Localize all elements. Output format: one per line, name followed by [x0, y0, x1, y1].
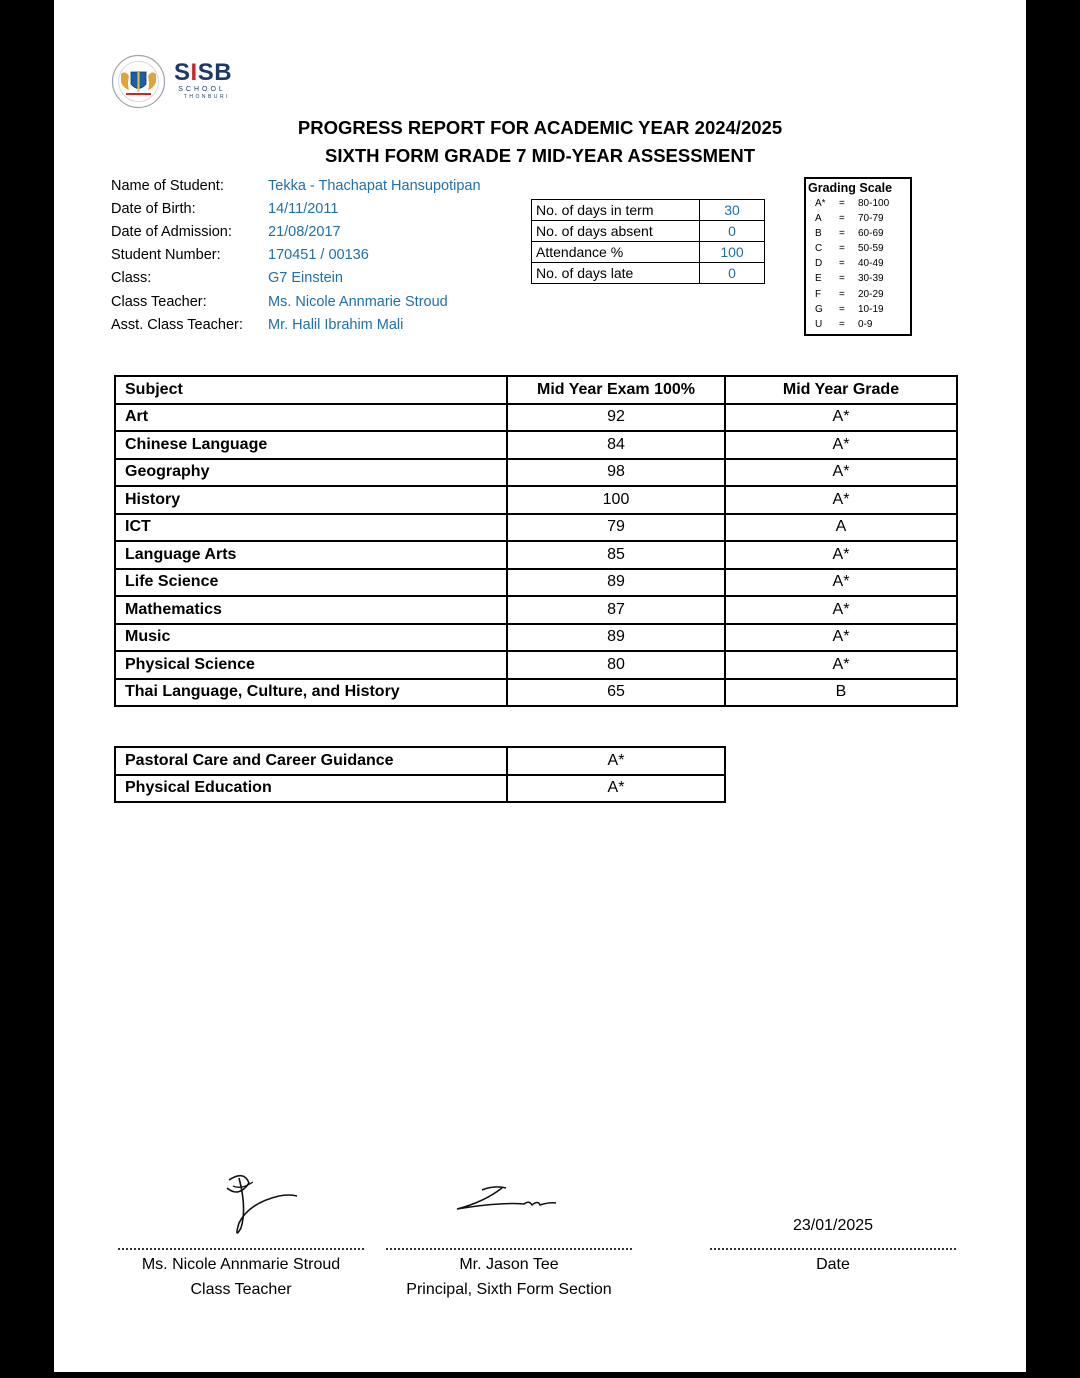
- exam-score: 89: [507, 624, 725, 652]
- grading-scale-title: Grading Scale: [808, 181, 893, 195]
- exam-grade: B: [725, 679, 957, 707]
- student-info-label: Date of Admission:: [111, 224, 232, 240]
- subject-name: Art: [115, 404, 507, 432]
- school-logo-text: [174, 60, 232, 100]
- grading-scale-box: [804, 177, 912, 336]
- student-info-label: Date of Birth:: [111, 201, 196, 217]
- other-grades-table: [114, 746, 726, 803]
- student-info-value: 14/11/2011: [268, 201, 339, 217]
- table-row: [115, 431, 957, 459]
- grading-scale-row: A = 70-79: [815, 213, 884, 224]
- exam-score: 87: [507, 596, 725, 624]
- attendance-value: 30: [700, 200, 765, 221]
- subject-name: Geography: [115, 459, 507, 487]
- teacher-name: Ms. Nicole Annmarie Stroud: [141, 1256, 341, 1273]
- attendance-label: No. of days late: [532, 263, 700, 284]
- exam-score: 89: [507, 569, 725, 597]
- grading-scale-row: D = 40-49: [815, 258, 884, 269]
- exam-grade: A: [725, 514, 957, 542]
- grading-scale-row: A* = 80-100: [815, 198, 890, 209]
- attendance-value: 100: [700, 242, 765, 263]
- school-logo-campus: THONBURI: [183, 94, 230, 100]
- exam-grade: A*: [725, 651, 957, 679]
- subject-name: History: [115, 486, 507, 514]
- student-info-label: Class Teacher:: [111, 294, 207, 310]
- table-header-row: [115, 376, 957, 404]
- subject-name: Physical Science: [115, 651, 507, 679]
- exam-score: 92: [507, 404, 725, 432]
- student-info-value: 170451 / 00136: [268, 247, 369, 263]
- table-row: [532, 242, 765, 263]
- school-logo-name: SISB: [174, 59, 233, 86]
- column-header-exam: Mid Year Exam 100%: [507, 376, 725, 404]
- report-subtitle: SIXTH FORM GRADE 7 MID-YEAR ASSESSMENT: [325, 145, 755, 166]
- table-row: [115, 486, 957, 514]
- table-row: [115, 651, 957, 679]
- subject-name: Thai Language, Culture, and History: [115, 679, 507, 707]
- table-row: [532, 221, 765, 242]
- subject-grade: A*: [507, 775, 725, 803]
- exam-score: 79: [507, 514, 725, 542]
- attendance-label: Attendance %: [532, 242, 700, 263]
- table-row: [115, 569, 957, 597]
- subject-name: ICT: [115, 514, 507, 542]
- table-row: [115, 679, 957, 707]
- teacher-role: Class Teacher: [190, 1281, 292, 1298]
- exam-grade: A*: [725, 541, 957, 569]
- teacher-signature: [219, 1168, 299, 1243]
- table-row: [115, 514, 957, 542]
- grading-scale-row: G = 10-19: [815, 304, 884, 315]
- subject-name: Chinese Language: [115, 431, 507, 459]
- student-info-label: Name of Student:: [111, 178, 224, 194]
- subject-name: Music: [115, 624, 507, 652]
- table-row: [115, 775, 725, 803]
- school-logo-subtitle: SCHOOL: [178, 86, 226, 93]
- exam-score: 98: [507, 459, 725, 487]
- signature-line: [118, 1248, 364, 1250]
- student-info-label: Class:: [111, 270, 152, 286]
- table-row: [115, 404, 957, 432]
- principal-name: Mr. Jason Tee: [459, 1256, 559, 1273]
- grading-scale-row: F = 20-29: [815, 289, 884, 300]
- signature-line: [386, 1248, 632, 1250]
- exam-grade: A*: [725, 486, 957, 514]
- table-row: [115, 624, 957, 652]
- exam-score: 80: [507, 651, 725, 679]
- school-seal-logo: [111, 54, 166, 109]
- exam-grade: A*: [725, 431, 957, 459]
- attendance-label: No. of days in term: [532, 200, 700, 221]
- table-row: [115, 541, 957, 569]
- table-row: [115, 747, 725, 775]
- report-title: PROGRESS REPORT FOR ACADEMIC YEAR 2024/2025: [297, 117, 783, 138]
- table-row: [115, 596, 957, 624]
- signature-date: 23/01/2025: [792, 1217, 874, 1234]
- table-row: [532, 263, 765, 284]
- principal-role: Principal, Sixth Form Section: [406, 1281, 612, 1298]
- exam-grade: A*: [725, 596, 957, 624]
- attendance-table: [531, 199, 765, 284]
- table-row: [115, 459, 957, 487]
- attendance-value: 0: [700, 263, 765, 284]
- exam-grade: A*: [725, 569, 957, 597]
- subject-grade: A*: [507, 747, 725, 775]
- student-info-value: Ms. Nicole Annmarie Stroud: [268, 294, 448, 310]
- column-header-subject: Subject: [115, 376, 507, 404]
- grades-table: [114, 375, 958, 707]
- student-info-value: G7 Einstein: [268, 270, 343, 286]
- attendance-value: 0: [700, 221, 765, 242]
- subject-name: Language Arts: [115, 541, 507, 569]
- subject-name: Life Science: [115, 569, 507, 597]
- student-info-value: Mr. Halil Ibrahim Mali: [268, 317, 404, 333]
- student-info-value: Tekka - Thachapat Hansupotipan: [268, 178, 481, 194]
- exam-score: 85: [507, 541, 725, 569]
- table-row: [532, 200, 765, 221]
- student-info-label: Student Number:: [111, 247, 221, 263]
- principal-signature: [454, 1182, 559, 1214]
- grading-scale-row: C = 50-59: [815, 243, 884, 254]
- grading-scale-row: B = 60-69: [815, 228, 884, 239]
- signature-line: [710, 1248, 956, 1250]
- exam-grade: A*: [725, 624, 957, 652]
- column-header-grade: Mid Year Grade: [725, 376, 957, 404]
- exam-grade: A*: [725, 459, 957, 487]
- exam-score: 100: [507, 486, 725, 514]
- report-page: [54, 0, 1026, 1372]
- student-info-value: 21/08/2017: [268, 224, 341, 240]
- subject-name: Pastoral Care and Career Guidance: [115, 747, 507, 775]
- date-label: Date: [816, 1256, 850, 1273]
- grading-scale-row: E = 30-39: [815, 273, 884, 284]
- subject-name: Mathematics: [115, 596, 507, 624]
- attendance-label: No. of days absent: [532, 221, 700, 242]
- exam-score: 65: [507, 679, 725, 707]
- student-info-label: Asst. Class Teacher:: [111, 317, 243, 333]
- exam-score: 84: [507, 431, 725, 459]
- exam-grade: A*: [725, 404, 957, 432]
- subject-name: Physical Education: [115, 775, 507, 803]
- grading-scale-row: U = 0-9: [815, 319, 873, 330]
